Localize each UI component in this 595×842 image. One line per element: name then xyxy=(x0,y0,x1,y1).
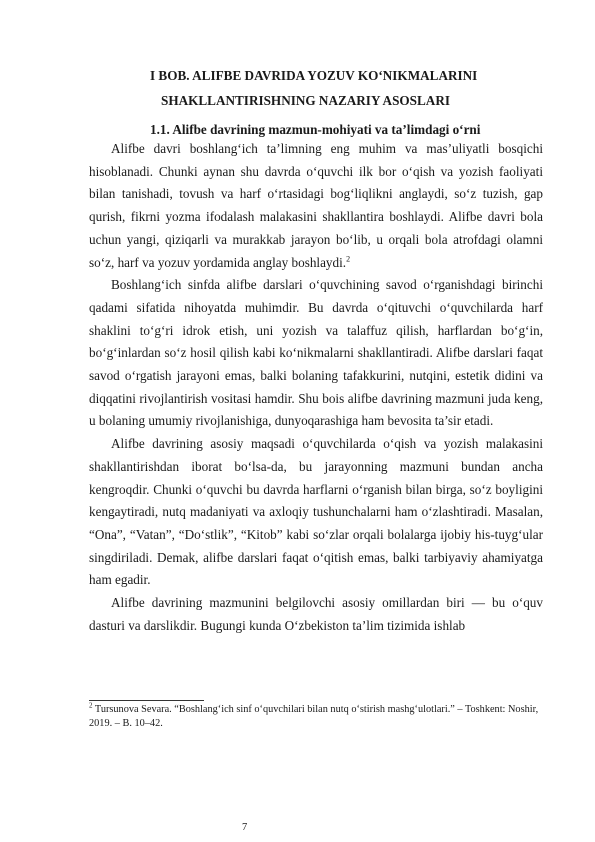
paragraph-1 xyxy=(89,138,543,274)
chapter-title-line-1: I BOB. ALIFBE DAVRIDA YOZUV KO‘NIKMALARINI xyxy=(150,68,478,83)
body-text xyxy=(89,138,543,637)
footnote-reference: 2 xyxy=(346,254,351,264)
paragraph-3: Alifbe davrining asosiy maqsadi o‘quvchilarda o‘qish va yozish malakasini shakllantirishdan iborat bo‘lsa-da, bu jarayonning mazmuni bundan ancha kengroqdir. Chunki o‘quvchi bu davrda harflarni o‘rganish bilan birga, so‘z boyligini kengaytiradi, nutq madaniyati va axloqiy tushunchalarni ham o‘zlashtiradi. Masalan, “Ona”, “Vatan”, “Do‘stlik”, “Kitob” kabi so‘zlar orqali bolalarga ijobiy his-tuyg‘ular singdiriladi. Demak, alifbe darslari faqat o‘qitish emas, balki tarbiyaviy ahamiyatga ham egadir. xyxy=(89,436,543,588)
footnote-text: Tursunova Sevara. “Boshlang‘ich sinf o‘quvchilari bilan nutq o‘stirish mashg‘ulotlari.” – Toshkent: Noshir, 2019. – B. 10–42. xyxy=(89,704,539,729)
paragraph-2: Boshlang‘ich sinfda alifbe darslari o‘quvchining savod o‘rganishdagi birinchi qadami sifatida nihoyatda muhimdir. Bu davrda o‘qituvchi o‘quvchilarda harf shaklini to‘g‘ri idrok etish, uni yozish va talaffuz qilish, harflardan bo‘g‘in, bo‘g‘inlardan so‘z hosil qilish kabi ko‘nikmalarni shakllantiradi. Alifbe darslari faqat savod o‘rgatish jarayoni emas, balki bolaning tafakkurini, nutqini, estetik didini va diqqatini rivojlantirish vositasi hamdir. Shu bois alifbe davrining mazmuni juda keng, u bolaning umumiy rivojlanishiga, dunyoqarashiga ham bevosita ta’sir etadi. xyxy=(89,277,543,429)
footnote-separator xyxy=(89,700,204,701)
page-number: 7 xyxy=(242,822,248,833)
section-title: 1.1. Alifbe davrining mazmun-mohiyati va ta’limdagi o‘rni xyxy=(150,122,481,137)
paragraph-4: Alifbe davrining mazmunini belgilovchi asosiy omillardan biri — bu o‘quv dasturi va darslikdir. Bugungi kunda O‘zbekiston ta’lim tizimida ishlab xyxy=(89,595,543,633)
chapter-title-line-2: SHAKLLANTIRISHNING NAZARIY ASOSLARI xyxy=(161,93,450,108)
footnote xyxy=(89,703,559,731)
footnote-number: 2 xyxy=(89,701,93,710)
paragraph-1-text: Alifbe davri boshlang‘ich ta’limning eng muhim va mas’uliyatli bosqichi hisoblanadi. Chunki aynan shu davrda o‘quvchi ilk bor o‘qish va yozish faoliyati bilan tanishadi, tovush va harf o‘rtasidagi bog‘liqlikni anglaydi, so‘z tuzish, gap qurish, fikrni yozma ifodalash malakasini shakllantira boshlaydi. Alifbe davri bola uchun yangi, qiziqarli va murakkab jarayon bo‘lib, u orqali bola atrofdagi olamni so‘z, harf va yozuv yordamida anglay boshlaydi. xyxy=(89,141,543,270)
